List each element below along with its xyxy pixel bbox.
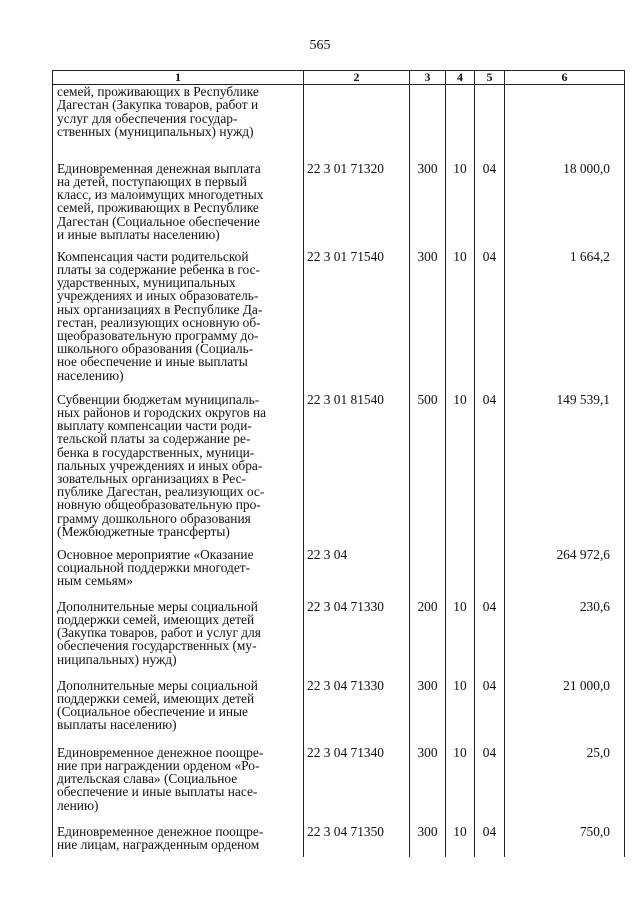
subsection-code: 04 <box>475 738 505 817</box>
table-row <box>53 592 625 671</box>
subsection-code: 04 <box>475 154 505 242</box>
section-code: 10 <box>446 242 475 385</box>
row-description <box>53 85 304 154</box>
section-code: 10 <box>446 817 475 857</box>
amount: 264 972,6 <box>505 540 625 592</box>
description-line: Единовременная денежная выплата <box>57 160 261 176</box>
description-line: лению) <box>57 797 99 813</box>
description-line: обеспечение и иные выплаты насе- <box>57 784 258 800</box>
description-line: (Закупка товаров, работ и услуг для <box>57 625 261 641</box>
description-line: пальных учреждениях и иных обра- <box>57 457 263 473</box>
description-line: дительская слава» (Социальное <box>57 771 238 787</box>
description-line: зовательных организациях в Рес- <box>57 470 246 486</box>
table-row <box>53 540 625 592</box>
description-line: ние лицам, награжденным орденом <box>57 836 260 852</box>
description-line: населению) <box>57 367 124 383</box>
classification-code: 22 3 04 71340 <box>304 738 410 817</box>
table-row <box>53 385 625 540</box>
row-description <box>53 671 304 738</box>
description-line: семей, проживающих в Республике <box>57 84 259 100</box>
description-line: услуг для обеспечения государ- <box>57 110 238 126</box>
classification-code: 22 3 04 71330 <box>304 671 410 738</box>
description-line: семей, проживающих в Республике <box>57 200 259 216</box>
description-line: ние при награждении орденом «Ро- <box>57 757 260 773</box>
description-line: грамму дошкольного образования <box>57 510 251 526</box>
description-line: новную общеобразовательную про- <box>57 497 261 513</box>
description-line: выплату компенсации части роди- <box>57 418 252 434</box>
classification-code: 22 3 04 71350 <box>304 817 410 857</box>
row-description <box>53 738 304 817</box>
expense-type-code: 300 <box>410 671 446 738</box>
section-code: 10 <box>446 154 475 242</box>
subsection-code <box>475 540 505 592</box>
section-code: 10 <box>446 738 475 817</box>
description-line: класс, из малоимущих многодетных <box>57 187 264 203</box>
amount: 25,0 <box>505 738 625 817</box>
expense-type-code: 300 <box>410 154 446 242</box>
description-line: (Межбюджетные трансферты) <box>57 523 230 539</box>
description-line: Единовременное денежное поощре- <box>57 744 264 760</box>
description-line: публике Дагестан, реализующих ос- <box>57 484 265 500</box>
page-number: 565 <box>309 38 331 53</box>
budget-table <box>52 70 625 857</box>
description-line: Субвенции бюджетам муниципаль- <box>57 391 260 407</box>
subsection-code: 04 <box>475 242 505 385</box>
description-line: Дополнительные меры социальной <box>57 598 258 614</box>
row-description <box>53 817 304 857</box>
section-code <box>446 540 475 592</box>
description-line: учреждениях и иных образователь- <box>57 288 259 304</box>
amount: 1 664,2 <box>505 242 625 385</box>
table-row <box>53 738 625 817</box>
section-code: 10 <box>446 385 475 540</box>
classification-code: 22 3 01 71320 <box>304 154 410 242</box>
column-header: 6 <box>505 71 625 85</box>
description-line: щеобразовательную программу до- <box>57 327 259 343</box>
subsection-code <box>475 85 505 154</box>
classification-code: 22 3 01 81540 <box>304 385 410 540</box>
description-line: Компенсация части родительской <box>57 248 249 264</box>
table-row <box>53 242 625 385</box>
expense-type-code: 500 <box>410 385 446 540</box>
description-line: выплаты населению) <box>57 717 177 733</box>
expense-type-code <box>410 540 446 592</box>
expense-type-code <box>410 85 446 154</box>
description-line: ное обеспечение и иные выплаты <box>57 354 248 370</box>
row-description <box>53 242 304 385</box>
classification-code <box>304 85 410 154</box>
row-description <box>53 540 304 592</box>
description-line: ударственных, муниципальных <box>57 275 236 291</box>
description-line: (Социальное обеспечение и иные <box>57 704 248 720</box>
subsection-code: 04 <box>475 671 505 738</box>
description-line: Единовременное денежное поощре- <box>57 823 264 839</box>
description-line: Дагестан (Социальное обеспечение <box>57 213 260 229</box>
description-line: ным семьям» <box>57 573 133 589</box>
column-header: 3 <box>410 71 446 85</box>
section-code: 10 <box>446 592 475 671</box>
amount: 230,6 <box>505 592 625 671</box>
row-description <box>53 592 304 671</box>
column-header: 1 <box>53 71 304 85</box>
amount: 18 000,0 <box>505 154 625 242</box>
description-line: ственных (муниципальных) нужд) <box>57 123 254 139</box>
description-line: поддержки семей, имеющих детей <box>57 611 255 627</box>
description-line: ниципальных) нужд) <box>57 651 177 667</box>
classification-code: 22 3 04 71330 <box>304 592 410 671</box>
amount: 750,0 <box>505 817 625 857</box>
description-line: ных организациях в Республике Да- <box>57 301 263 317</box>
description-line: и иные выплаты населению) <box>57 226 220 242</box>
amount: 21 000,0 <box>505 671 625 738</box>
description-line: обеспечения государственных (му- <box>57 638 257 654</box>
table-body <box>53 85 625 857</box>
amount <box>505 85 625 154</box>
description-line: гестан, реализующих основную об- <box>57 314 261 330</box>
table-row <box>53 85 625 154</box>
description-line: бенка в государственных, муници- <box>57 444 255 460</box>
classification-code: 22 3 04 <box>304 540 410 592</box>
column-header: 4 <box>446 71 475 85</box>
description-line: тельской платы за содержание ре- <box>57 431 251 447</box>
expense-type-code: 300 <box>410 242 446 385</box>
description-line: Дополнительные меры социальной <box>57 677 258 693</box>
expense-type-code: 200 <box>410 592 446 671</box>
description-line: Дагестан (Закупка товаров, работ и <box>57 97 259 113</box>
subsection-code: 04 <box>475 817 505 857</box>
column-header: 5 <box>475 71 505 85</box>
description-line: школьного образования (Социаль- <box>57 341 254 357</box>
section-code <box>446 85 475 154</box>
expense-type-code: 300 <box>410 738 446 817</box>
row-description <box>53 385 304 540</box>
description-line: на детей, поступающих в первый <box>57 173 247 189</box>
subsection-code: 04 <box>475 592 505 671</box>
table-row <box>53 671 625 738</box>
amount: 149 539,1 <box>505 385 625 540</box>
description-line: поддержки семей, имеющих детей <box>57 690 255 706</box>
section-code: 10 <box>446 671 475 738</box>
description-line: ных районов и городских округов на <box>57 404 267 420</box>
table-row <box>53 154 625 242</box>
description-line: Основное мероприятие «Оказание <box>57 546 254 562</box>
row-description <box>53 154 304 242</box>
column-header: 2 <box>304 71 410 85</box>
subsection-code: 04 <box>475 385 505 540</box>
expense-type-code: 300 <box>410 817 446 857</box>
classification-code: 22 3 01 71540 <box>304 242 410 385</box>
description-line: платы за содержание ребенка в гос- <box>57 261 260 277</box>
table-row <box>53 817 625 857</box>
table-header-row <box>53 71 625 85</box>
description-line: социальной поддержки многодет- <box>57 559 251 575</box>
